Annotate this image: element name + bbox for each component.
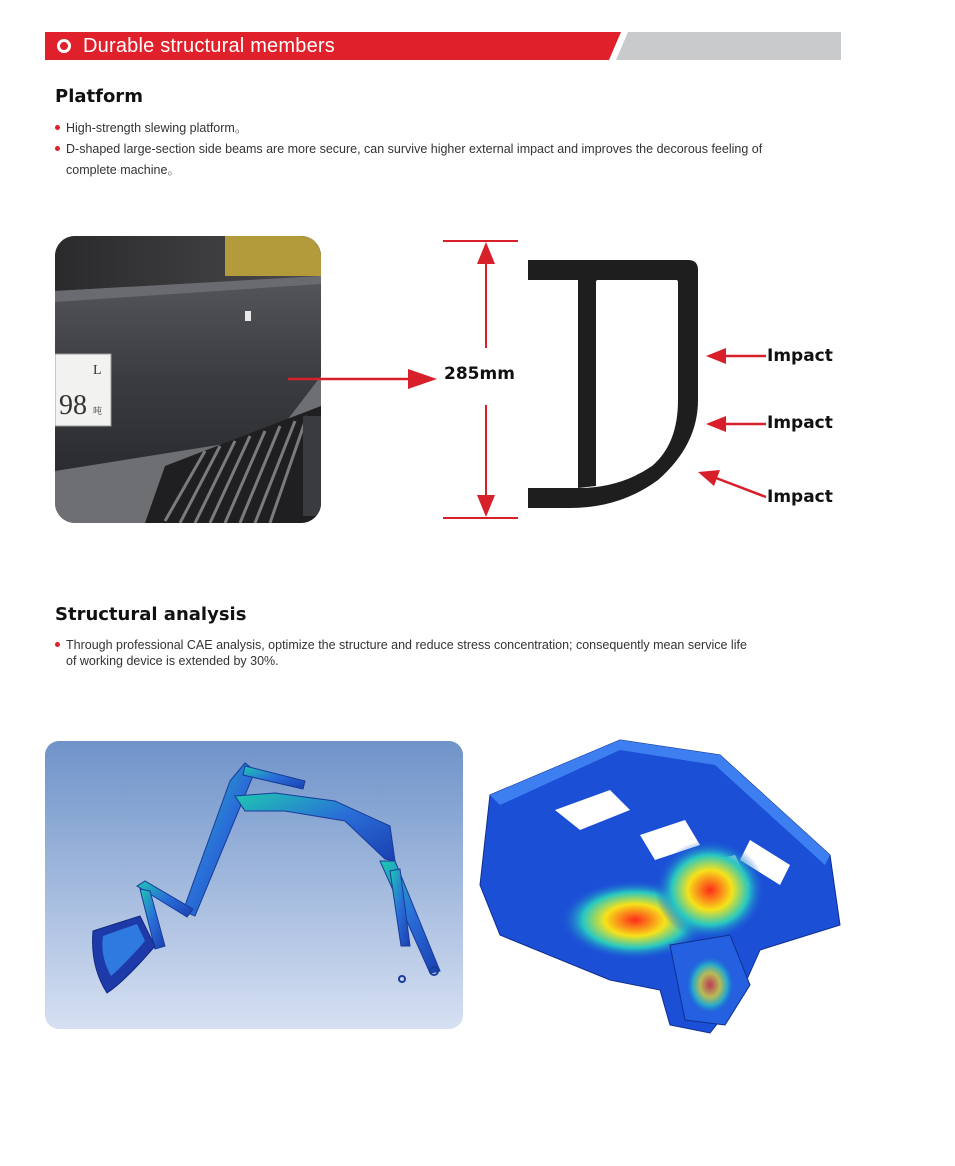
platform-heading: Platform — [55, 86, 143, 107]
analysis-heading: Structural analysis — [55, 604, 247, 625]
bullet-item: Through professional CAE analysis, optimize the structure and reduce stress concentration; consequently mean service life of working device is extended by 30%. — [55, 637, 835, 669]
impact-label: Impact — [767, 413, 833, 433]
d-beam-profile — [528, 260, 698, 508]
svg-text:98: 98 — [59, 390, 87, 421]
d-section-diagram — [280, 230, 840, 535]
license-plate — [55, 354, 111, 426]
impact-label: Impact — [767, 346, 833, 366]
bullet-item: D-shaped large-section side beams are more secure, can survive higher external impact and improves the decorous feeling of complete machine。 — [55, 139, 835, 181]
bullet-item: High-strength slewing platform。 — [55, 118, 835, 139]
banner-title: Durable structural members — [83, 35, 335, 57]
svg-text:吨: 吨 — [93, 407, 103, 417]
red-dot-icon — [55, 642, 60, 647]
red-dot-icon — [55, 146, 60, 151]
impact-label: Impact — [767, 487, 833, 507]
section-banner — [45, 32, 841, 60]
red-dot-icon — [55, 125, 60, 130]
svg-text:L: L — [93, 363, 102, 378]
arm-fea-image — [45, 741, 463, 1029]
circle-bullet-icon — [57, 39, 71, 53]
platform-fea-image — [470, 735, 845, 1035]
dimension-label: 285mm — [444, 364, 515, 384]
analysis-bullets — [55, 637, 835, 669]
platform-bullets — [55, 118, 835, 181]
